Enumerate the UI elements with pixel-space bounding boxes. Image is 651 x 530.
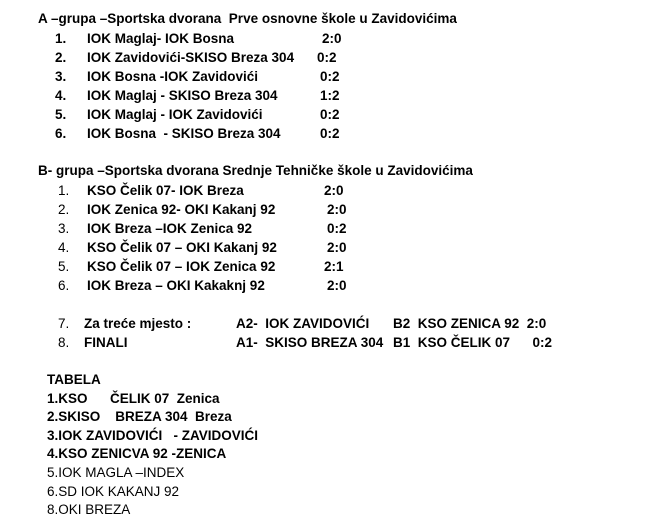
table-row: 1.KSO ČELIK 07 Zenica [47, 391, 220, 406]
match-number: 3. [58, 221, 70, 236]
match-number: 5. [55, 107, 67, 122]
match-teams: IOK Zenica 92- OKI Kakanj 92 [87, 202, 276, 217]
final-team-b: B2 KSO ZENICA 92 2:0 [393, 316, 547, 331]
table-row: 8.OKI BREZA [47, 502, 131, 517]
match-teams: IOK Bosna - SKISO Breza 304 [87, 126, 281, 141]
table-heading: TABELA [47, 372, 101, 387]
match-score: 1:2 [320, 88, 340, 103]
table-row: 2.SKISO BREZA 304 Breza [47, 409, 232, 424]
match-number: 5. [58, 259, 70, 274]
match-number: 4. [55, 88, 67, 103]
match-number: 3. [55, 69, 67, 84]
match-teams: IOK Zavidovići-SKISO Breza 304 [87, 50, 295, 65]
match-teams: KSO Čelik 07- IOK Breza [87, 183, 244, 198]
match-score: 0:2 [320, 69, 340, 84]
match-score: 2:0 [327, 202, 347, 217]
match-teams: IOK Breza – OKI Kakaknj 92 [87, 278, 265, 293]
match-number: 8. [58, 335, 70, 350]
match-score: 0:2 [320, 107, 340, 122]
match-number: 2. [58, 202, 70, 217]
match-teams: IOK Bosna -IOK Zavidovići [87, 69, 259, 84]
match-number: 1. [58, 183, 70, 198]
match-teams: IOK Maglaj - IOK Zavidovići [87, 107, 263, 122]
match-number: 4. [58, 240, 70, 255]
match-teams: KSO Čelik 07 – IOK Zenica 92 [87, 259, 276, 274]
group-a-heading: A –grupa –Sportska dvorana Prve osnovne škole u Zavidovićima [38, 11, 457, 26]
match-teams: IOK Maglaj- IOK Bosna [87, 31, 235, 46]
match-number: 2. [55, 50, 67, 65]
match-score: 0:2 [317, 50, 337, 65]
table-row: 6.SD IOK KAKANJ 92 [47, 484, 180, 499]
match-score: 0:2 [320, 126, 340, 141]
final-team-a: A2- IOK ZAVIDOVIĆI [236, 316, 370, 331]
match-score: 2:0 [322, 31, 342, 46]
group-b-heading: B- grupa –Sportska dvorana Srednje Tehničke škole u Zavidovićima [38, 163, 473, 178]
match-number: 7. [58, 316, 70, 331]
final-team-a: A1- SKISO BREZA 304 [236, 335, 384, 350]
match-score: 2:1 [324, 259, 344, 274]
match-teams: IOK Breza –IOK Zenica 92 [87, 221, 253, 236]
final-team-b: B1 KSO ČELIK 07 0:2 [393, 335, 553, 350]
match-score: 2:0 [327, 278, 347, 293]
match-number: 6. [58, 278, 70, 293]
table-row: 5.IOK MAGLA –INDEX [47, 465, 185, 480]
match-score: 0:2 [327, 221, 347, 236]
table-row: 4.KSO ZENICVA 92 -ZENICA [47, 446, 227, 461]
match-number: 6. [55, 126, 67, 141]
match-score: 2:0 [324, 183, 344, 198]
match-teams: KSO Čelik 07 – OKI Kakanj 92 [87, 240, 277, 255]
match-teams: IOK Maglaj - SKISO Breza 304 [87, 88, 278, 103]
final-label: FINALI [84, 335, 128, 350]
match-number: 1. [55, 31, 67, 46]
table-row: 3.IOK ZAVIDOVIĆI - ZAVIDOVIĆI [47, 428, 259, 443]
final-label: Za treće mjesto : [84, 316, 192, 331]
match-score: 2:0 [327, 240, 347, 255]
